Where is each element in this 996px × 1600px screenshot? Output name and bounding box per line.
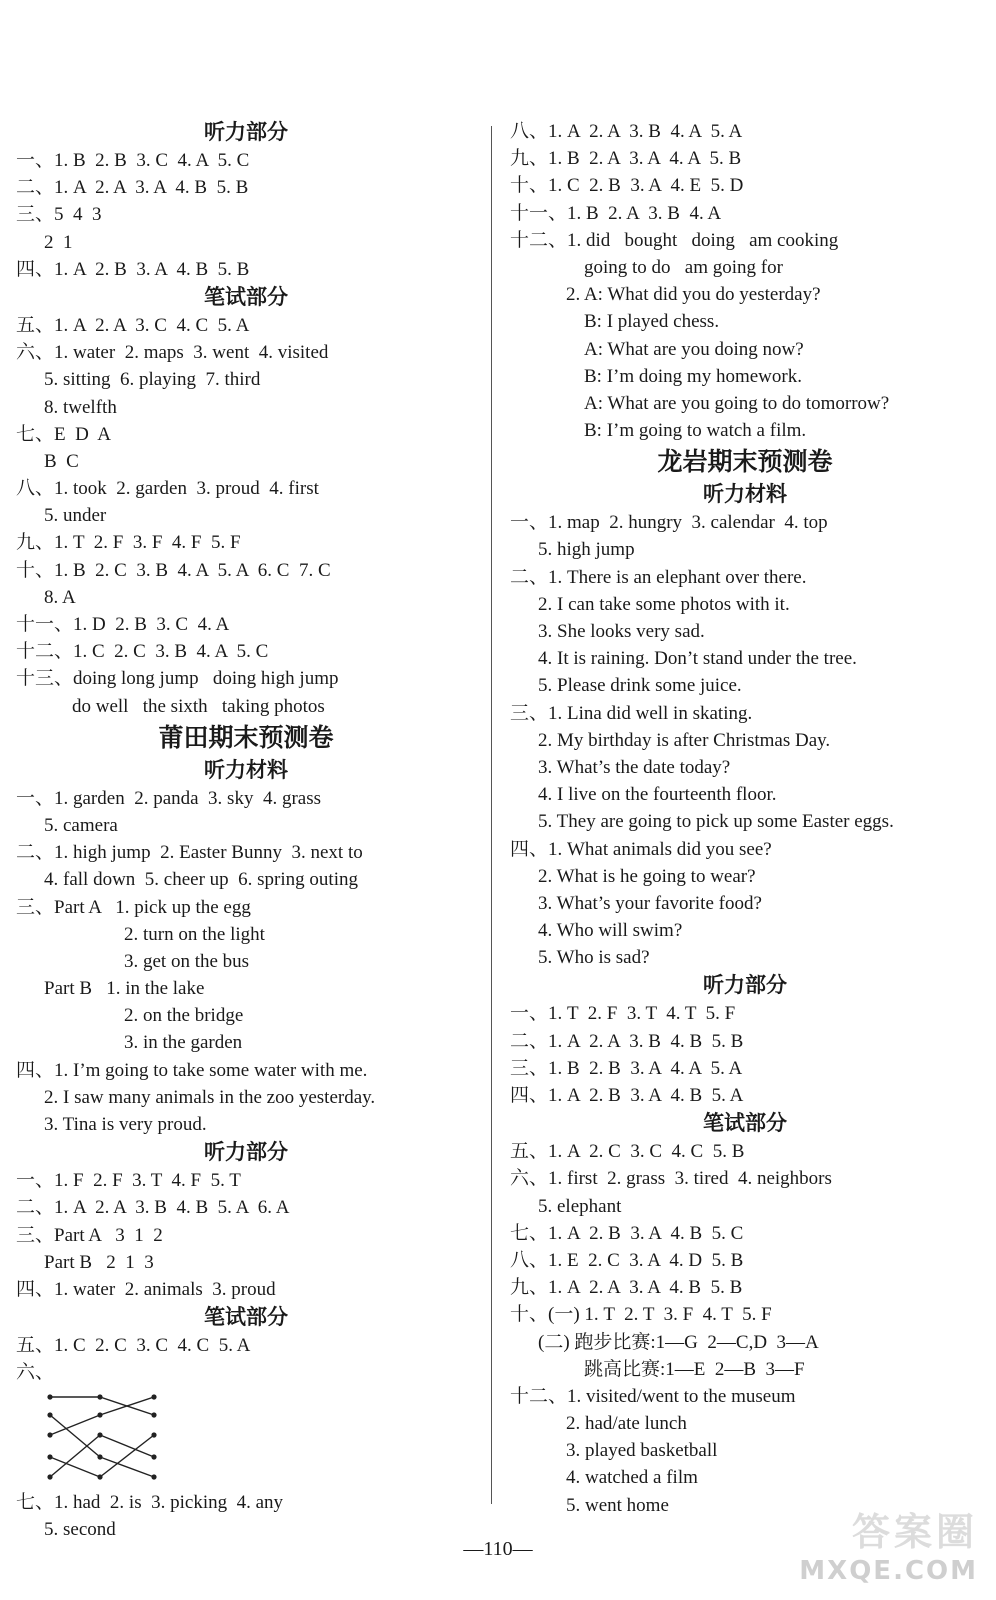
watermark (799, 1501, 978, 1586)
answer-line: 五、1. C 2. C 3. C 4. C 5. A (16, 1335, 251, 1357)
match-dot (151, 1394, 156, 1399)
answer-line: 十一、1. D 2. B 3. C 4. A (16, 614, 230, 635)
answer-line: 二、1. high jump 2. Easter Bunny 3. next to (16, 842, 363, 864)
answer-line: 5. camera (44, 814, 118, 836)
answer-line: 四、1. A 2. B 3. A 4. B 5. B (16, 258, 250, 280)
section-heading: 听力部分 (204, 120, 288, 144)
answer-line: 一、1. garden 2. panda 3. sky 4. grass (16, 787, 322, 809)
exam-title: 龙岩期末预测卷 (657, 447, 833, 477)
section-heading: 听力部分 (703, 973, 787, 998)
answer-line: going to do am going for (584, 256, 783, 278)
answer-line: 5. under (44, 505, 107, 527)
exam-title: 莆田期末预测卷 (158, 722, 334, 752)
answer-line: 十三、doing long jump doing high jump (16, 668, 339, 690)
answer-line: 5. Who is sad? (538, 947, 650, 969)
answer-line: 一、1. B 2. B 3. C 4. A 5. C (16, 150, 250, 171)
answer-line: 八、1. took 2. garden 3. proud 4. first (16, 478, 319, 500)
section-heading: 听力材料 (703, 482, 787, 507)
answer-line: 九、1. A 2. A 3. A 4. B 5. B (510, 1277, 743, 1299)
answer-line: 4. I live on the fourteenth floor. (538, 784, 777, 806)
match-line (100, 1457, 154, 1477)
answer-line: A: What are you doing now? (584, 338, 804, 360)
match-line (100, 1435, 154, 1457)
answer-line: 五、1. A 2. A 3. C 4. C 5. A (16, 314, 250, 336)
answer-line: (二) 跑步比赛:1—G 2—C,D 3—A (538, 1331, 819, 1353)
answer-line: 3. What’s your favorite food? (538, 892, 762, 914)
match-dot (97, 1474, 102, 1479)
watermark-url: MXQE.COM (799, 1556, 978, 1586)
answer-line: 3. She looks very sad. (538, 621, 705, 642)
answer-line: 3. What’s the date today? (538, 756, 731, 778)
answer-line: 5. elephant (538, 1195, 622, 1217)
answer-line: 5. sitting 6. playing 7. third (44, 369, 261, 391)
section-heading: 听力部分 (204, 1140, 288, 1165)
answer-line: A: What are you going to do tomorrow? (584, 392, 890, 414)
answer-line: 十二、1. did bought doing am cooking (510, 229, 839, 251)
answer-line: 三、Part A 3 1 2 (16, 1224, 163, 1246)
answer-line: 4. Who will swim? (538, 920, 683, 942)
answer-line: 十二、1. visited/went to the museum (510, 1385, 796, 1407)
column-divider (491, 126, 492, 1504)
answer-line: 2. What is he going to wear? (538, 865, 756, 887)
section-heading: 笔试部分 (703, 1111, 787, 1136)
section-heading: 笔试部分 (204, 284, 288, 309)
matching-lines (44, 1391, 164, 1489)
answer-line: 六、1. water 2. maps 3. went 4. visited (16, 342, 329, 364)
answer-line: 四、1. water 2. animals 3. proud (16, 1278, 276, 1300)
answer-line: 十一、1. B 2. A 3. B 4. A (510, 202, 722, 224)
answer-line: 二、1. A 2. A 3. B 4. B 5. B (510, 1030, 744, 1052)
match-dot (97, 1412, 102, 1417)
answer-line: 七、1. had 2. is 3. picking 4. any (16, 1491, 284, 1513)
match-dot (97, 1454, 102, 1459)
answer-line: 一、1. T 2. F 3. T 4. T 5. F (510, 1003, 736, 1025)
match-line (50, 1415, 100, 1435)
answer-line: 3. in the garden (124, 1032, 243, 1054)
answer-line: 5. Please drink some juice. (538, 675, 742, 697)
answer-line: 十、1. B 2. C 3. B 4. A 5. A 6. C 7. C (16, 559, 331, 581)
matching-exercise (16, 1359, 476, 1488)
answer-line: 2. A: What did you do yesterday? (566, 284, 821, 306)
answer-line: 2. My birthday is after Christmas Day. (538, 729, 831, 751)
answer-line: 2. had/ate lunch (566, 1413, 687, 1435)
answer-line: 5. second (44, 1518, 116, 1540)
match-line (50, 1435, 100, 1477)
answer-line: 九、1. B 2. A 3. A 4. A 5. B (510, 148, 742, 170)
answer-line: 十、1. C 2. B 3. A 4. E 5. D (510, 175, 744, 197)
answer-line: 七、E D A (16, 423, 112, 445)
answer-line: 2. on the bridge (124, 1005, 244, 1027)
right-column (510, 118, 980, 1519)
answer-line: 5. They are going to pick up some Easter eggs. (538, 811, 894, 833)
answer-line: 七、1. A 2. B 3. A 4. B 5. C (510, 1222, 744, 1244)
answer-line: 二、1. A 2. A 3. A 4. B 5. B (16, 177, 249, 199)
match-line (50, 1457, 100, 1477)
answer-line: 四、1. I’m going to take some water with me. (16, 1059, 368, 1081)
answer-line: 三、Part A 1. pick up the egg (16, 896, 251, 918)
answer-line: 2. I saw many animals in the zoo yesterday. (44, 1086, 376, 1108)
match-dot (151, 1432, 156, 1437)
answer-line: 四、1. A 2. B 3. A 4. B 5. A (510, 1085, 744, 1106)
match-dot (97, 1432, 102, 1437)
match-line (50, 1415, 100, 1457)
answer-line: 十二、1. C 2. C 3. B 4. A 5. C (16, 641, 269, 663)
answer-line: 跳高比赛:1—E 2—B 3—F (584, 1358, 805, 1380)
answer-line: 8. twelfth (44, 396, 117, 418)
section-heading: 听力材料 (204, 757, 288, 782)
match-line (100, 1435, 154, 1477)
answer-line: 2 1 (44, 231, 73, 253)
answer-line: B: I’m doing my homework. (584, 365, 802, 387)
answer-line: 二、1. A 2. A 3. B 4. B 5. A 6. A (16, 1197, 290, 1219)
watermark-logo: 答案圈 (851, 1510, 978, 1554)
answer-line: 5. went home (566, 1494, 669, 1516)
answer-line: 六、1. first 2. grass 3. tired 4. neighbors (510, 1168, 832, 1190)
answer-line: 3. get on the bus (124, 950, 250, 972)
answer-line: 2. turn on the light (124, 923, 265, 945)
answer-line: B: I played chess. (584, 311, 720, 333)
match-dot (47, 1474, 52, 1479)
answer-line: 2. I can take some photos with it. (538, 593, 790, 615)
match-dot (151, 1412, 156, 1417)
answer-line: 二、1. There is an elephant over there. (510, 566, 807, 588)
answer-line: 一、1. map 2. hungry 3. calendar 4. top (510, 512, 828, 534)
answer-line: B C (44, 450, 79, 472)
match-dot (47, 1394, 52, 1399)
answer-line: 三、5 4 3 (16, 204, 102, 226)
answer-line: 八、1. E 2. C 3. A 4. D 5. B (510, 1249, 744, 1271)
answer-line: 八、1. A 2. A 3. B 4. A 5. A (510, 121, 743, 142)
page-number: —110— (463, 1538, 533, 1560)
match-dot (151, 1474, 156, 1479)
answer-line: 5. high jump (538, 539, 635, 561)
match-dot (151, 1454, 156, 1459)
answer-line: 三、1. B 2. B 3. A 4. A 5. A (510, 1057, 743, 1079)
match-dot (47, 1454, 52, 1459)
answer-line: 三、1. Lina did well in skating. (510, 702, 753, 724)
answer-line: 4. fall down 5. cheer up 6. spring outing (44, 869, 358, 891)
answer-line: 3. played basketball (566, 1440, 718, 1462)
answer-line: 一、1. F 2. F 3. T 4. F 5. T (16, 1170, 241, 1192)
answer-line: 四、1. What animals did you see? (510, 838, 772, 860)
match-dot (47, 1412, 52, 1417)
answer-line: 五、1. A 2. C 3. C 4. C 5. B (510, 1141, 745, 1163)
left-column (16, 118, 476, 1543)
answer-line: B: I’m going to watch a film. (584, 420, 807, 442)
section-heading: 笔试部分 (204, 1305, 288, 1330)
answer-line: 4. watched a film (566, 1467, 698, 1489)
match-dot (47, 1432, 52, 1437)
answer-line: 4. It is raining. Don’t stand under the tree. (538, 648, 857, 670)
answer-line: 六、 (16, 1362, 55, 1384)
answer-line: 九、1. T 2. F 3. F 4. F 5. F (16, 532, 241, 554)
answer-line: 8. A (44, 586, 76, 608)
match-dot (97, 1394, 102, 1399)
answer-line: do well the sixth taking photos (72, 695, 325, 717)
answer-line: 3. Tina is very proud. (44, 1114, 207, 1135)
answer-line: 十、(一) 1. T 2. T 3. F 4. T 5. F (510, 1304, 772, 1326)
answer-line: Part B 1. in the lake (44, 978, 205, 1000)
answer-line: Part B 2 1 3 (44, 1251, 154, 1273)
